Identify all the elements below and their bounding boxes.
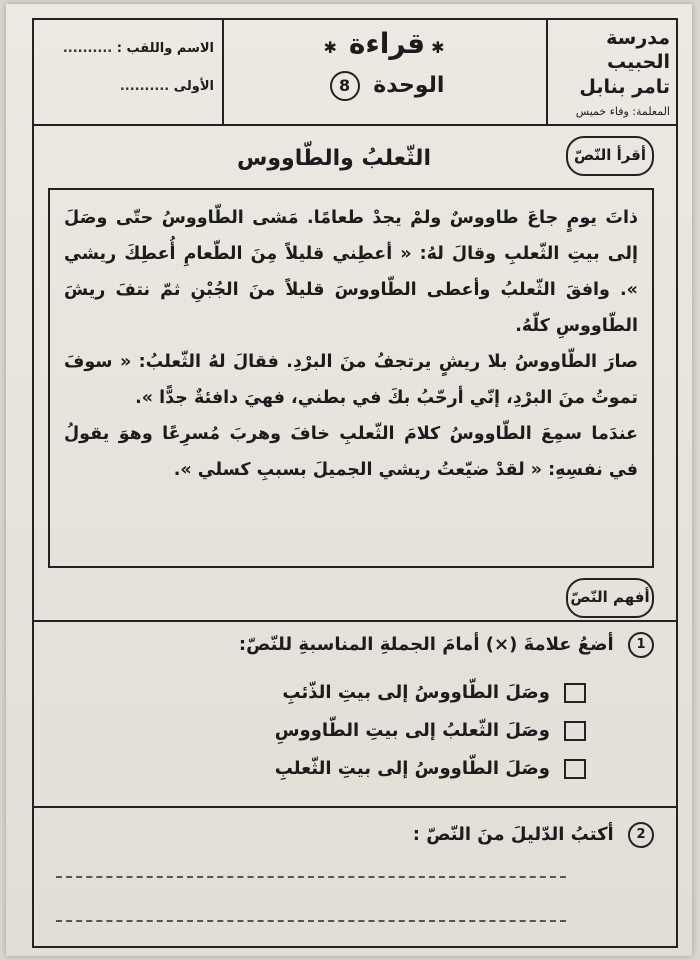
answer-checkbox[interactable] [564,759,586,779]
option-text: وصَلَ الطّاووسُ إلى بيتِ الثّعلبِ [274,758,550,779]
star-icon: ✱ [431,38,451,57]
question-2-number: 2 [628,822,654,848]
understand-section-badge: أفهم النّصّ [566,578,654,618]
subject-title [224,26,550,66]
name-field[interactable] [42,34,214,64]
school-city: تامر بنابل [579,76,670,98]
story-paragraph-2: صارَ الطّاووسُ بلا ريشٍ يرتجفُ منَ البرْدِ. فقالَ لهُ الثّعلبُ: « سوفَ تموتُ منَ البرْدِ، إنّي أرحّبُ بكَ في بطني، فهيَ دافئةٌ جدًّا ». [64,352,638,408]
section-divider [34,620,676,622]
story-paragraph-1: ذاتَ يومٍ جاعَ طاووسٌ ولمْ يجدْ طعامًا. مَشى الطّاووسُ حتّى وصَلَ إلى بيتِ الثّعلبِ وقالَ لهُ: « أعطِني قليلاً مِنَ الطّعامِ أُعطِكَ ريشي ». وافقَ الثّعلبُ وأعطى الطّاووسَ قليلاً منَ الجُبْنِ ثمّ نتفَ ريشَ الطّاووسِ كلّهُ. [64,208,638,336]
option-text: وصَلَ الطّاووسُ إلى بيتِ الذّئبِ [282,682,550,703]
question-2-text: أكتبُ الدّليلَ منَ النّصّ : [412,824,614,845]
answer-line[interactable] [56,920,566,922]
worksheet-header [34,20,676,126]
student-info [34,20,224,124]
section-divider [34,806,676,808]
class-field[interactable] [42,72,214,102]
unit-number: 8 [330,71,360,101]
answer-checkbox[interactable] [564,721,586,741]
unit-row [224,70,550,102]
story-title: الثّعلبُ والطّاووس [236,146,431,171]
answer-checkbox[interactable] [564,683,586,703]
question-1-text: أضعُ علامةَ (×) أمامَ الجملةِ المناسبةِ للنّصّ: [238,634,614,655]
question-1 [239,632,654,658]
school-name: مدرسة الحبيب [606,27,670,73]
class-dots: .......... [119,79,170,94]
school-info [546,20,676,124]
read-section-badge: أقرأ النّصّ [566,136,654,176]
subject-label: قراءة [348,27,426,60]
worksheet-page [6,4,692,956]
header-title-block [224,20,550,124]
name-dots: .......... [62,41,113,56]
option-row [275,720,586,741]
question-2 [413,822,654,848]
teacher-name: المعلمة: وفاء خميس [575,105,670,118]
story-paragraph-3: عندَما سمِعَ الطّاووسُ كلامَ الثّعلبِ خافَ وهربَ مُسرِعًا وهوَ يقولُ في نفسِهِ: « لقدْ ضيّعتُ ريشي الجميلَ بسببِ كسلي ». [64,424,638,480]
unit-label: الوحدة [373,73,445,98]
story-text-box [48,188,654,568]
option-row [282,682,586,703]
option-text: وصَلَ الثّعلبُ إلى بيتِ الطّاووسِ [274,720,550,741]
worksheet-frame [32,18,678,948]
star-icon: ✱ [323,38,343,57]
option-row [275,758,586,779]
class-label: الأولى [173,79,214,94]
question-1-number: 1 [628,632,654,658]
answer-line[interactable] [56,876,566,878]
name-label: الاسم واللقب : [116,41,214,56]
